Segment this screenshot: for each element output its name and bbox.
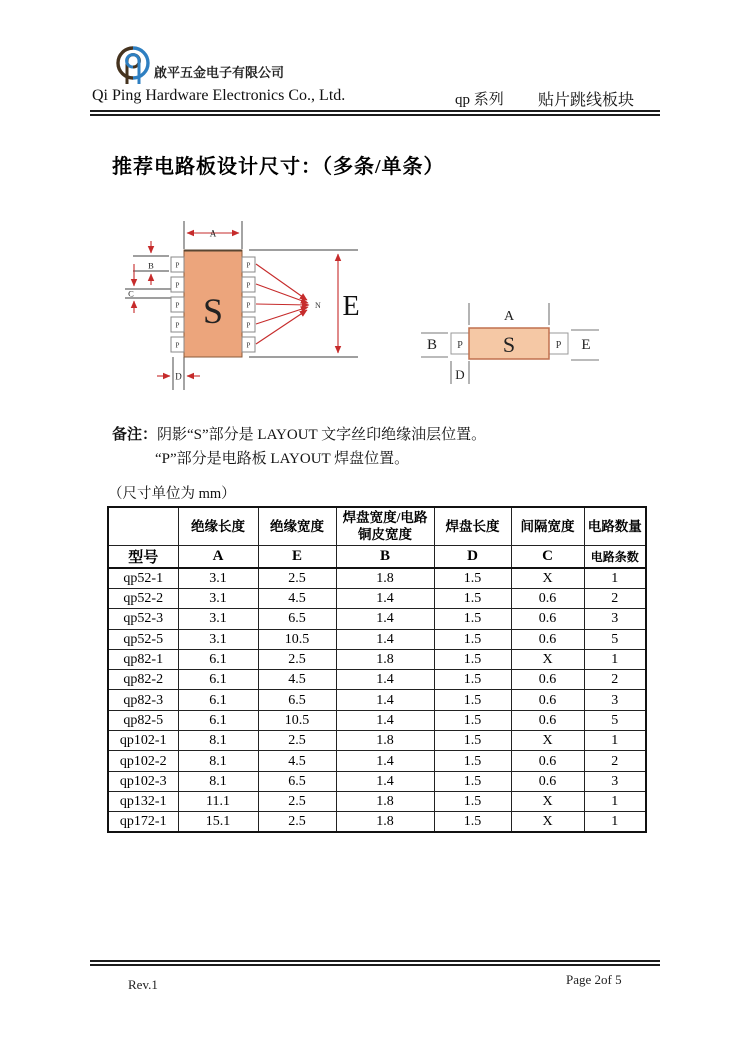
pad-label: P: [457, 340, 463, 351]
spec-cell: 2.5: [258, 568, 336, 589]
spec-cell: 4.5: [258, 670, 336, 690]
table-row: [108, 731, 646, 751]
dim-label-c: C: [128, 288, 134, 299]
spec-table-body: [108, 568, 646, 832]
model-cell: qp102-1: [108, 731, 178, 751]
model-cell: qp82-2: [108, 670, 178, 690]
company-logo-icon: [112, 44, 154, 88]
spec-cell: 1: [584, 812, 646, 833]
pcb-single-circuit-diagram: [415, 295, 615, 390]
spec-cell: 1.8: [336, 731, 434, 751]
page-title: 推荐电路板设计尺寸：（多条/单条）: [112, 156, 445, 178]
table-row: [108, 751, 646, 771]
notes-line2: “P”部分是电路板 LAYOUT 焊盘位置。: [155, 451, 410, 467]
pads-left: [171, 257, 184, 352]
pcb-multi-circuit-diagram: [118, 218, 368, 403]
category-label: 贴片跳线板块: [538, 92, 635, 109]
pad-label: P: [175, 301, 180, 310]
model-cell: qp102-2: [108, 751, 178, 771]
model-cell: qp52-1: [108, 568, 178, 589]
table-row: [108, 589, 646, 609]
spec-cell: 1.4: [336, 589, 434, 609]
spec-cell: 0.6: [511, 771, 584, 791]
pad-label: P: [555, 340, 562, 351]
spec-cell: 2.5: [258, 812, 336, 833]
spec-cell: 1.5: [434, 710, 511, 730]
spec-cell: X: [511, 812, 584, 833]
company-name-en: Qi Ping Hardware Electronics Co., Ltd.: [92, 87, 346, 104]
model-cell: qp52-5: [108, 629, 178, 649]
pads-right: [242, 257, 255, 352]
spec-cell: 6.5: [258, 771, 336, 791]
spec-cell: 1.8: [336, 791, 434, 811]
spec-cell: 6.1: [178, 710, 258, 730]
spec-cell: 6.1: [178, 690, 258, 710]
spec-cell: 6.1: [178, 649, 258, 669]
pad-label: P: [246, 341, 251, 350]
company-name-cn: 啟平五金电子有限公司: [154, 65, 285, 80]
model-cell: qp132-1: [108, 791, 178, 811]
table-row: [108, 710, 646, 730]
spec-cell: 1.4: [336, 690, 434, 710]
spec-cell: 1: [584, 568, 646, 589]
header-cell: E: [258, 545, 336, 568]
table-row: [108, 670, 646, 690]
spec-cell: 4.5: [258, 751, 336, 771]
header-cell: 焊盘长度: [434, 507, 511, 545]
table-row: [108, 568, 646, 589]
spec-cell: 3.1: [178, 609, 258, 629]
spec-cell: 6.5: [258, 609, 336, 629]
spec-cell: 1: [584, 731, 646, 751]
notes-line1: 备注：阴影“S”部分是 LAYOUT 文字丝印绝缘油层位置。: [112, 427, 487, 443]
spec-cell: 1.5: [434, 791, 511, 811]
table-row: [108, 812, 646, 833]
spec-cell: 1.5: [434, 568, 511, 589]
spec-cell: 0.6: [511, 690, 584, 710]
model-cell: qp82-3: [108, 690, 178, 710]
spec-cell: 2: [584, 670, 646, 690]
spec-cell: 1.8: [336, 649, 434, 669]
revision-label: Rev.1: [128, 977, 158, 992]
spec-cell: X: [511, 649, 584, 669]
spec-table-container: [107, 506, 647, 833]
spec-cell: 1.5: [434, 731, 511, 751]
spec-cell: 6.5: [258, 690, 336, 710]
header-cell: B: [336, 545, 434, 568]
spec-cell: 4.5: [258, 589, 336, 609]
dim-label-b: B: [426, 337, 438, 353]
spec-cell: 1.5: [434, 751, 511, 771]
spec-cell: 8.1: [178, 731, 258, 751]
spec-cell: 1.5: [434, 690, 511, 710]
spec-cell: 3: [584, 609, 646, 629]
header-cell: D: [434, 545, 511, 568]
dim-label-e: E: [342, 291, 360, 322]
spec-cell: 3.1: [178, 568, 258, 589]
spec-cell: 0.6: [511, 589, 584, 609]
spec-cell: 3: [584, 771, 646, 791]
spec-cell: 8.1: [178, 751, 258, 771]
spec-cell: 3.1: [178, 629, 258, 649]
model-cell: qp52-2: [108, 589, 178, 609]
footer-rule: [90, 960, 660, 966]
table-header-row-2: [108, 545, 646, 568]
spec-cell: 1.4: [336, 670, 434, 690]
spec-cell: X: [511, 791, 584, 811]
series-label: qp 系列: [455, 92, 504, 108]
spec-cell: 15.1: [178, 812, 258, 833]
spec-cell: 0.6: [511, 629, 584, 649]
dim-label-a: A: [209, 228, 217, 239]
spec-cell: 1: [584, 649, 646, 669]
page-number-label: Page 2of 5: [566, 972, 622, 987]
table-row: [108, 771, 646, 791]
spec-cell: 10.5: [258, 710, 336, 730]
spec-cell: 5: [584, 710, 646, 730]
pad-label: P: [246, 321, 251, 330]
spec-cell: 1.8: [336, 568, 434, 589]
pad-label: P: [175, 281, 180, 290]
header-cell: 间隔宽度: [511, 507, 584, 545]
model-cell: qp82-5: [108, 710, 178, 730]
dim-label-d: D: [455, 367, 465, 382]
spec-cell: 0.6: [511, 751, 584, 771]
spec-cell: 1.5: [434, 670, 511, 690]
header-cell: 绝缘长度: [178, 507, 258, 545]
spec-cell: 1.8: [336, 812, 434, 833]
spec-cell: X: [511, 568, 584, 589]
spec-cell: 1.4: [336, 710, 434, 730]
spec-cell: 2: [584, 589, 646, 609]
spec-cell: 1.4: [336, 629, 434, 649]
spec-cell: 3: [584, 690, 646, 710]
spec-cell: 1.5: [434, 629, 511, 649]
pad-label: P: [246, 281, 251, 290]
spec-cell: 1.5: [434, 649, 511, 669]
node-label-n: N: [315, 301, 321, 310]
header-rule: [90, 110, 660, 116]
silkscreen-label: S: [202, 291, 224, 331]
spec-cell: 11.1: [178, 791, 258, 811]
spec-cell: 0.6: [511, 670, 584, 690]
spec-cell: 6.1: [178, 670, 258, 690]
spec-cell: 10.5: [258, 629, 336, 649]
header-cell: [108, 507, 178, 545]
spec-cell: 3.1: [178, 589, 258, 609]
units-note: （尺寸单位为 mm）: [108, 486, 236, 502]
notes-label: 备注：: [112, 427, 158, 443]
dim-label-e: E: [581, 337, 591, 353]
silkscreen-label: S: [502, 332, 516, 357]
pad-label: P: [175, 341, 180, 350]
spec-cell: 1.4: [336, 771, 434, 791]
spec-cell: 2: [584, 751, 646, 771]
model-cell: qp172-1: [108, 812, 178, 833]
header-cell: 绝缘宽度: [258, 507, 336, 545]
table-row: [108, 791, 646, 811]
dim-label-d: D: [175, 371, 182, 382]
spec-table: [107, 506, 647, 833]
spec-cell: 1.5: [434, 589, 511, 609]
spec-cell: 0.6: [511, 710, 584, 730]
table-row: [108, 629, 646, 649]
table-header-row-1: [108, 507, 646, 545]
model-cell: qp52-3: [108, 609, 178, 629]
spec-cell: 1.5: [434, 609, 511, 629]
table-row: [108, 649, 646, 669]
spec-cell: 1.5: [434, 771, 511, 791]
header-cell: 电路条数: [584, 545, 646, 568]
spec-cell: 1.5: [434, 812, 511, 833]
table-row: [108, 690, 646, 710]
table-row: [108, 609, 646, 629]
pad-label: P: [246, 301, 251, 310]
spec-cell: 0.6: [511, 609, 584, 629]
model-cell: qp82-1: [108, 649, 178, 669]
spec-cell: 1: [584, 791, 646, 811]
header-cell: C: [511, 545, 584, 568]
dim-label-b: B: [148, 260, 154, 271]
spec-cell: 2.5: [258, 791, 336, 811]
pad-label: P: [175, 321, 180, 330]
dim-label-a: A: [503, 309, 515, 324]
header-cell: 焊盘宽度/电路铜皮宽度: [336, 507, 434, 545]
pad-label: P: [246, 261, 251, 270]
spec-cell: 1.4: [336, 751, 434, 771]
spec-cell: 8.1: [178, 771, 258, 791]
spec-cell: 1.4: [336, 609, 434, 629]
pad-label: P: [175, 261, 180, 270]
spec-cell: 5: [584, 629, 646, 649]
spec-cell: 2.5: [258, 731, 336, 751]
spec-cell: 2.5: [258, 649, 336, 669]
header-cell: 型号: [108, 545, 178, 568]
header-cell: A: [178, 545, 258, 568]
model-cell: qp102-3: [108, 771, 178, 791]
spec-cell: X: [511, 731, 584, 751]
header-cell: 电路数量: [584, 507, 646, 545]
